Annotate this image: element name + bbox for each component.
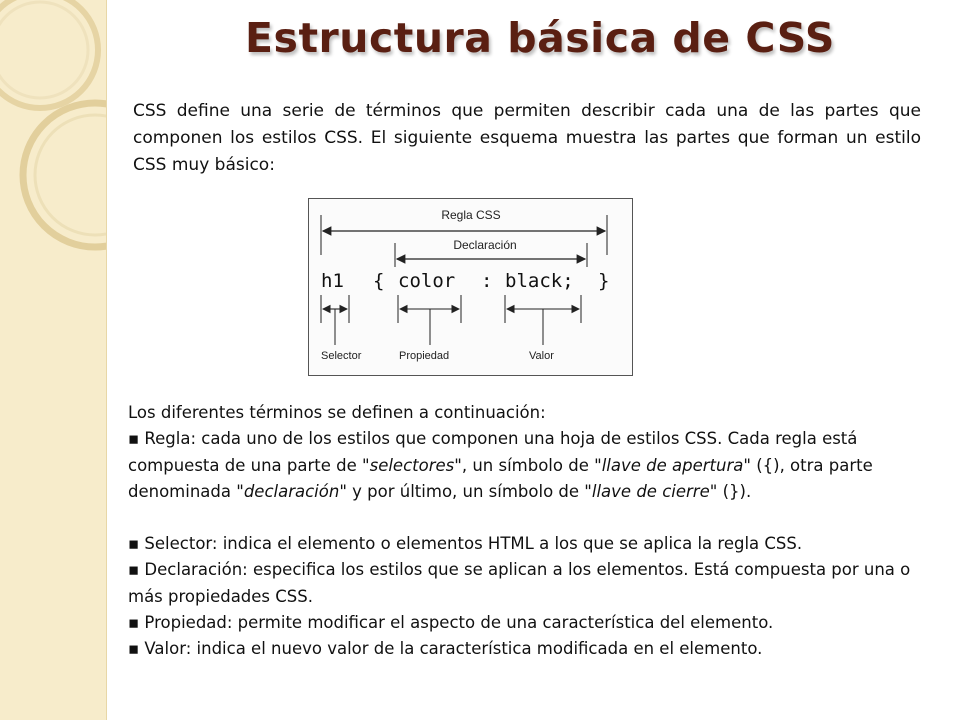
terms-heading: Los diferentes términos se definen a continuación: [128,403,546,422]
code-close-brace: } [598,270,610,292]
term-valor: ▪ Valor: indica el nuevo valor de la característica modificada en el elemento. [128,639,763,659]
code-property: color [398,270,456,292]
decorative-circles [0,0,106,720]
slide-title: Estructura básica de CSS [245,14,835,62]
code-open-brace: { [373,270,385,292]
declaration-label: Declaración [453,238,517,252]
value-label: Valor [529,350,554,362]
css-rule-diagram-svg [309,199,632,375]
paragraph-gap [128,505,928,531]
decorative-side-band [0,0,107,720]
term-selector: ▪ Selector: indica el elemento o elementos HTML a los que se aplica la regla CSS. [128,534,803,554]
intro-paragraph: CSS define una serie de términos que permiten describir cada una de las partes que componen los estilos CSS. El siguiente esquema muestra las partes que forman un estilo CSS muy básico: [133,101,921,175]
property-label: Propiedad [399,350,450,362]
code-selector: h1 [321,270,344,292]
term-propiedad: ▪ Propiedad: permite modificar el aspecto de una característica del elemento. [128,613,774,633]
selector-label: Selector [321,350,362,362]
terms-section [128,400,928,663]
term-regla: ▪ Regla: cada uno de los estilos que componen una hoja de estilos CSS. Cada regla está compuesta de una parte de "selectores", un símbolo de "llave de apertura" ({), otra parte denominada "declaración" y por último, un símbolo de "llave de cierre" (}). [128,429,873,501]
css-rule-diagram [308,198,633,376]
term-declaracion: ▪ Declaración: especifica los estilos que se aplican a los elementos. Está compuesta por una o más propiedades CSS. [128,560,911,606]
code-value: black; [505,270,574,292]
rule-label: Regla CSS [441,208,501,222]
code-colon: : [481,270,493,292]
